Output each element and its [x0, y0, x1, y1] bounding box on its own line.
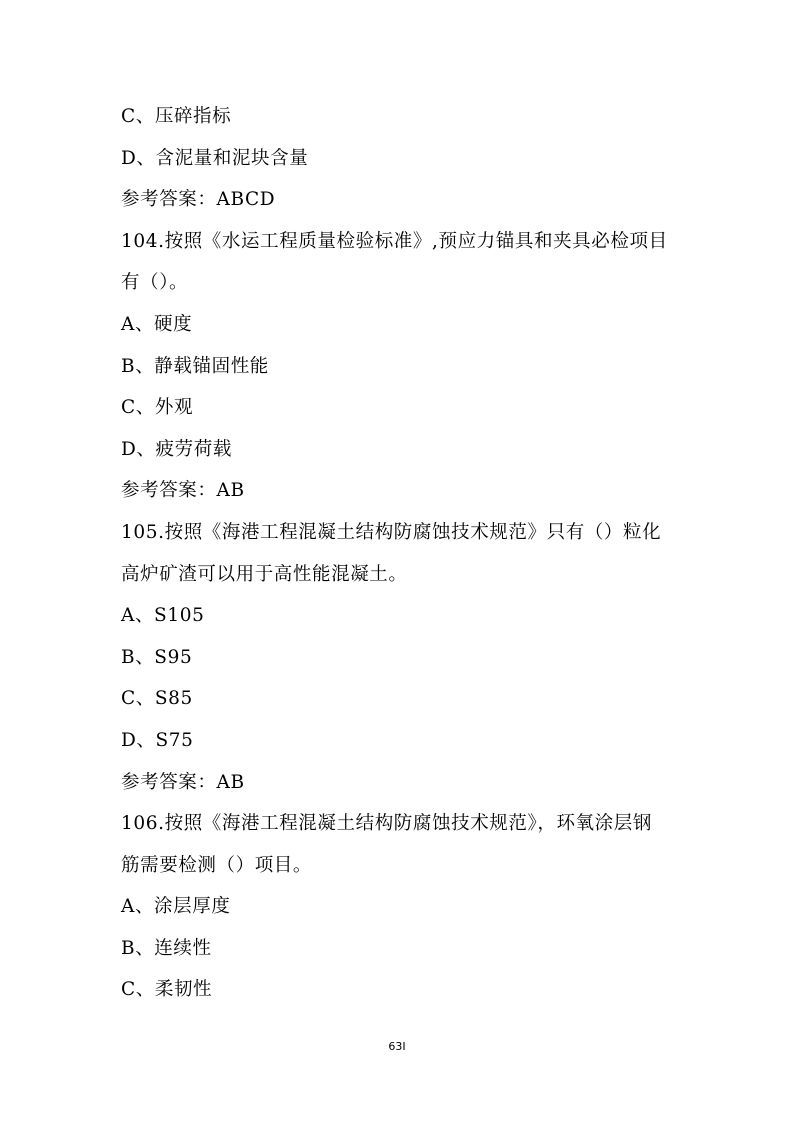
- question-line: 有（）。: [121, 272, 189, 294]
- question-line: 高炉矿渣可以用于高性能混凝土。: [121, 563, 408, 585]
- option-line: B、连续性: [121, 937, 212, 959]
- document-body: [121, 96, 681, 1011]
- question-line: 105.按照《海港工程混凝土结构防腐蚀技术规范》只有（）粒化: [121, 521, 662, 543]
- question-line: 104.按照《水运工程质量检验标准》,预应力锚具和夹具必检项目: [121, 230, 668, 252]
- option-line: D、含泥量和泥块含量: [121, 147, 309, 169]
- option-line: C、柔韧性: [121, 979, 213, 1001]
- option-line: D、S75: [121, 729, 194, 751]
- answer-line: 参考答案：ABCD: [121, 189, 276, 211]
- option-line: C、S85: [121, 688, 193, 710]
- question-line: 106.按照《海港工程混凝土结构防腐蚀技术规范》，环氧涂层钢: [121, 813, 652, 835]
- option-line: C、压碎指标: [121, 106, 232, 127]
- answer-line: 参考答案：AB: [121, 771, 245, 793]
- answer-line: 参考答案：AB: [121, 480, 245, 502]
- option-line: B、静载锚固性能: [121, 355, 269, 377]
- option-line: D、疲劳荷载: [121, 438, 232, 460]
- option-line: B、S95: [121, 646, 193, 668]
- option-line: A、S105: [121, 605, 205, 627]
- page-number: 63I: [388, 1040, 406, 1053]
- option-line: C、外观: [121, 397, 194, 419]
- option-line: A、涂层厚度: [121, 896, 231, 918]
- option-line: A、硬度: [121, 313, 193, 335]
- question-line: 筋需要检测（）项目。: [121, 854, 313, 876]
